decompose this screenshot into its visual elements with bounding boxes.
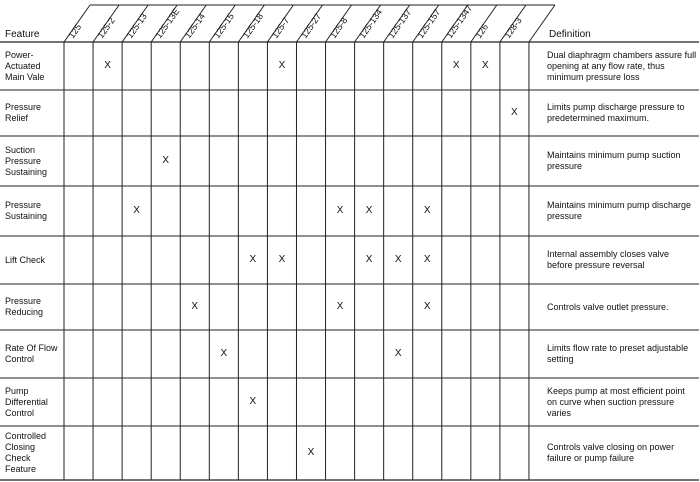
feature-definition: Keeps pump at most efficient point on curve when suction pressure varies: [547, 385, 685, 418]
feature-mark: X: [104, 60, 111, 71]
column-label: 125-27: [298, 11, 324, 41]
feature-name: Rate Of Flow Control: [5, 343, 58, 364]
column-label: 125-1347: [444, 3, 475, 41]
feature-mark: X: [365, 254, 373, 265]
feature-mark: X: [394, 254, 402, 265]
feature-definition: Controls valve closing on power failure or pump failure: [547, 442, 675, 463]
column-label: 125-7: [269, 15, 292, 41]
feature-definition: Maintains minimum pump suction pressure: [547, 150, 681, 171]
feature-mark: X: [249, 254, 257, 265]
feature-mark: X: [423, 254, 431, 265]
feature-mark: X: [452, 60, 460, 71]
feature-mark: X: [336, 205, 344, 216]
column-label: 125-13E: [153, 6, 182, 41]
feature-mark: X: [133, 205, 140, 216]
feature-mark: X: [511, 107, 518, 118]
feature-mark: X: [278, 60, 286, 71]
feature-name: Pump Differential Control: [5, 385, 48, 418]
feature-name: Pressure Reducing: [5, 296, 44, 317]
column-label: 125: [66, 22, 84, 41]
feature-mark: X: [365, 205, 373, 216]
feature-mark: X: [220, 348, 228, 359]
column-label: 125-2: [95, 15, 117, 41]
feature-column-header: Feature: [5, 29, 40, 40]
feature-definition: Internal assembly closes valve before pressure reversal: [547, 249, 670, 270]
feature-name: Lift Check: [5, 254, 46, 265]
column-label: 125-14: [182, 11, 207, 41]
column-label: 125-134: [357, 7, 385, 41]
feature-mark: X: [162, 155, 169, 166]
column-label: 125-18: [240, 11, 266, 41]
column-label: 125-137: [386, 7, 414, 41]
feature-mark: X: [278, 254, 286, 265]
feature-mark: X: [191, 301, 199, 312]
feature-mark: X: [481, 60, 489, 71]
column-label: 125-157: [415, 7, 443, 41]
feature-mark: X: [307, 447, 315, 458]
feature-definition: Controls valve outlet pressure.: [547, 301, 669, 312]
feature-mark: X: [423, 301, 431, 312]
feature-mark: X: [249, 396, 257, 407]
column-label: 125-15: [211, 11, 237, 41]
column-label: 126: [473, 22, 491, 41]
feature-mark: X: [336, 301, 344, 312]
feature-name: Power-Actuated Main Vale: [5, 49, 45, 82]
feature-definition: Dual diaphragm chambers assure full opening at any flow rate, thus minimum pressure loss: [547, 49, 697, 82]
feature-name: Controlled Closing Check Feature: [5, 431, 47, 474]
column-label: 125-13: [124, 11, 149, 41]
feature-name: Pressure Relief: [5, 102, 42, 123]
feature-mark: X: [394, 348, 402, 359]
feature-definition: Maintains minimum pump discharge pressure: [547, 200, 692, 221]
feature-definition: Limits pump discharge pressure to predetermined maximum.: [547, 102, 685, 123]
column-label: 128-3: [502, 15, 524, 41]
definition-column-header: Definition: [549, 29, 591, 40]
feature-name: Pressure Sustaining: [5, 200, 48, 221]
feature-definition: Limits flow rate to preset adjustable setting: [547, 343, 689, 364]
feature-name: Suction Pressure Sustaining: [5, 144, 48, 177]
column-label: 125-8: [327, 15, 350, 41]
feature-mark: X: [423, 205, 431, 216]
